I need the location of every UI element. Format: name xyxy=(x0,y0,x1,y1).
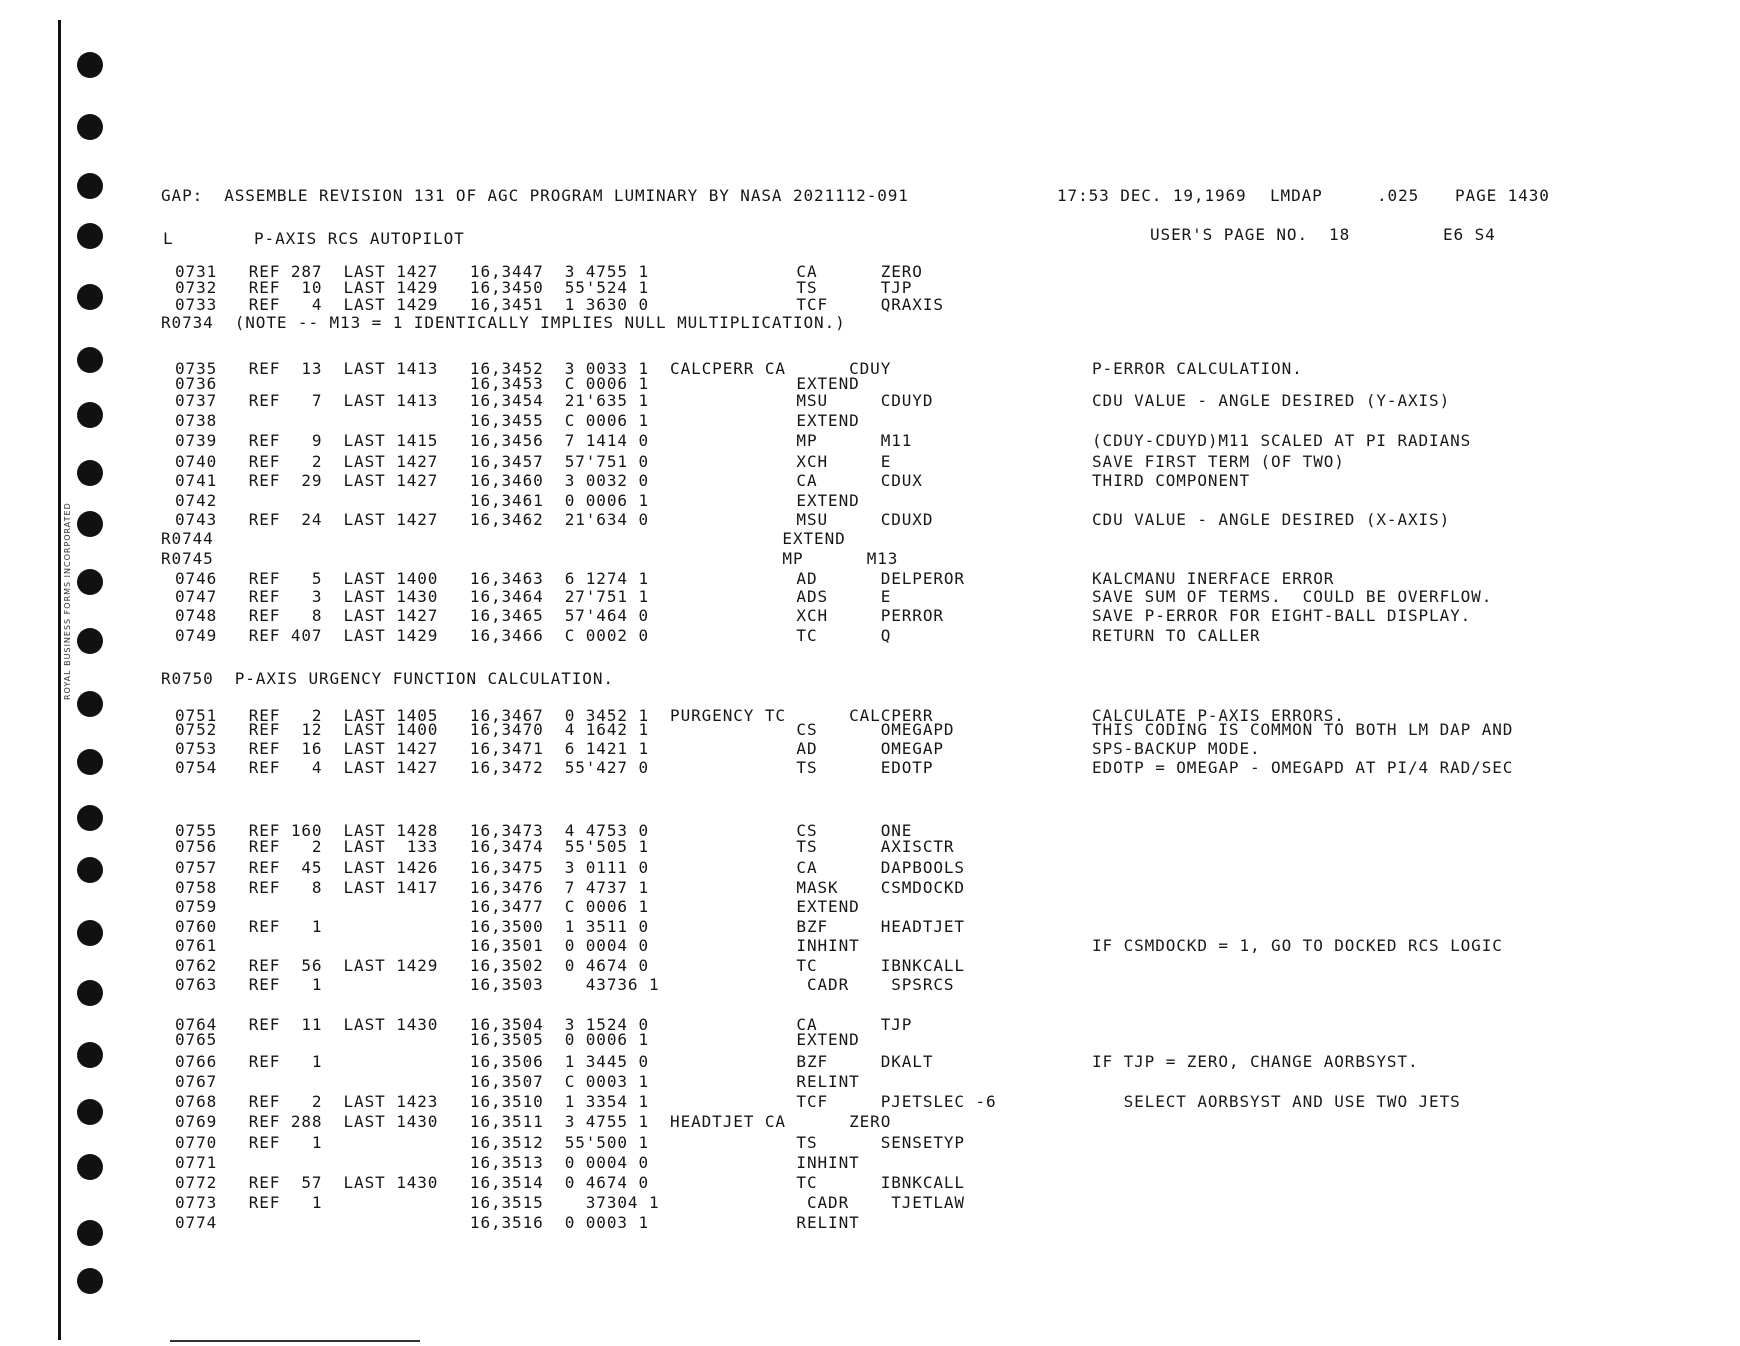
listing-line: 0731 REF 287 LAST 1427 16,3447 3 4755 1 CA ZERO xyxy=(175,262,923,281)
listing-line: R0745 MP M13 xyxy=(161,549,899,568)
listing-line: 0763 REF 1 16,3503 43736 1 CADR SPSRCS xyxy=(175,975,955,994)
listing-line: 0747 REF 3 LAST 1430 16,3464 27'751 1 ADS E xyxy=(175,587,892,606)
punch-hole xyxy=(77,749,103,775)
line-comment: CDU VALUE - ANGLE DESIRED (Y-AXIS) xyxy=(1092,391,1451,410)
line-comment: THIRD COMPONENT xyxy=(1092,471,1250,490)
line-comment: SELECT AORBSYST AND USE TWO JETS xyxy=(1092,1092,1461,1111)
page-number: PAGE 1430 xyxy=(1455,186,1550,205)
listing-line: 0756 REF 2 LAST 133 16,3474 55'505 1 TS AXISCTR xyxy=(175,837,955,856)
listing-line: R0734 (NOTE -- M13 = 1 IDENTICALLY IMPLIES NULL MULTIPLICATION.) xyxy=(161,313,846,332)
punch-hole xyxy=(77,284,103,310)
revision-number: .025 xyxy=(1377,186,1420,205)
punch-hole xyxy=(77,347,103,373)
listing-line: 0746 REF 5 LAST 1400 16,3463 6 1274 1 AD DELPEROR xyxy=(175,569,965,588)
listing-line: R0750 P-AXIS URGENCY FUNCTION CALCULATION. xyxy=(161,669,614,688)
bottom-rule xyxy=(170,1340,420,1342)
page-code: E6 S4 xyxy=(1443,225,1496,244)
listing-line: 0754 REF 4 LAST 1427 16,3472 55'427 0 TS EDOTP xyxy=(175,758,934,777)
punch-hole xyxy=(77,223,103,249)
line-comment: (CDUY-CDUYD)M11 SCALED AT PI RADIANS xyxy=(1092,431,1472,450)
punch-hole xyxy=(77,1042,103,1068)
listing-line: 0771 16,3513 0 0004 0 INHINT xyxy=(175,1153,860,1172)
listing-line: 0767 16,3507 C 0003 1 RELINT xyxy=(175,1072,860,1091)
listing-line: 0764 REF 11 LAST 1430 16,3504 3 1524 0 CA TJP xyxy=(175,1015,913,1034)
listing-line: 0772 REF 57 LAST 1430 16,3514 0 4674 0 TC IBNKCALL xyxy=(175,1173,965,1192)
program-name: LMDAP xyxy=(1270,186,1323,205)
punch-hole xyxy=(77,1099,103,1125)
listing-line: 0760 REF 1 16,3500 1 3511 0 BZF HEADTJET xyxy=(175,917,965,936)
listing-line: 0738 16,3455 C 0006 1 EXTEND xyxy=(175,411,860,430)
punch-hole xyxy=(77,980,103,1006)
line-comment: P-ERROR CALCULATION. xyxy=(1092,359,1303,378)
listing-timestamp: 17:53 DEC. 19,1969 xyxy=(1057,186,1247,205)
line-comment: SAVE P-ERROR FOR EIGHT-BALL DISPLAY. xyxy=(1092,606,1472,625)
listing-line: 0742 16,3461 0 0006 1 EXTEND xyxy=(175,491,860,510)
listing-line: 0751 REF 2 LAST 1405 16,3467 0 3452 1 PURGENCY TC CALCPERR xyxy=(175,706,934,725)
left-border-rule xyxy=(58,20,61,1340)
listing-line: 0758 REF 8 LAST 1417 16,3476 7 4737 1 MASK CSMDOCKD xyxy=(175,878,965,897)
listing-line: 0749 REF 407 LAST 1429 16,3466 C 0002 0 TC Q xyxy=(175,626,892,645)
listing-line: 0755 REF 160 LAST 1428 16,3473 4 4753 0 CS ONE xyxy=(175,821,913,840)
listing-line: 0735 REF 13 LAST 1413 16,3452 3 0033 1 CALCPERR CA CDUY xyxy=(175,359,892,378)
listing-line: 0743 REF 24 LAST 1427 16,3462 21'634 0 MSU CDUXD xyxy=(175,510,934,529)
punch-hole xyxy=(77,569,103,595)
line-comment: IF TJP = ZERO, CHANGE AORBSYST. xyxy=(1092,1052,1419,1071)
listing-line: 0774 16,3516 0 0003 1 RELINT xyxy=(175,1213,860,1232)
listing-line: 0768 REF 2 LAST 1423 16,3510 1 3354 1 TCF PJETSLEC -6 xyxy=(175,1092,997,1111)
line-comment: THIS CODING IS COMMON TO BOTH LM DAP AND xyxy=(1092,720,1514,739)
listing-line: 0732 REF 10 LAST 1429 16,3450 55'524 1 TS TJP xyxy=(175,278,913,297)
punch-hole xyxy=(77,511,103,537)
listing-line: 0752 REF 12 LAST 1400 16,3470 4 1642 1 CS OMEGAPD xyxy=(175,720,955,739)
punch-hole xyxy=(77,628,103,654)
punch-hole xyxy=(77,1268,103,1294)
listing-line: 0757 REF 45 LAST 1426 16,3475 3 0111 0 CA DAPBOOLS xyxy=(175,858,965,877)
listing-title: GAP: ASSEMBLE REVISION 131 OF AGC PROGRAM LUMINARY BY NASA 2021112-091 xyxy=(161,186,909,205)
line-comment: SAVE SUM OF TERMS. COULD BE OVERFLOW. xyxy=(1092,587,1493,606)
form-side-label: ROYAL BUSINESS FORMS INCORPORATED xyxy=(63,502,72,700)
punch-hole xyxy=(77,920,103,946)
line-comment: EDOTP = OMEGAP - OMEGAPD AT PI/4 RAD/SEC xyxy=(1092,758,1514,777)
line-comment: SAVE FIRST TERM (OF TWO) xyxy=(1092,452,1345,471)
listing-line: 0766 REF 1 16,3506 1 3445 0 BZF DKALT xyxy=(175,1052,934,1071)
listing-line: 0733 REF 4 LAST 1429 16,3451 1 3630 0 TCF QRAXIS xyxy=(175,295,944,314)
listing-line: 0741 REF 29 LAST 1427 16,3460 3 0032 0 CA CDUX xyxy=(175,471,923,490)
listing-line: 0761 16,3501 0 0004 0 INHINT xyxy=(175,936,860,955)
punch-hole xyxy=(77,52,103,78)
punch-hole xyxy=(77,114,103,140)
punch-hole xyxy=(77,857,103,883)
listing-line: 0737 REF 7 LAST 1413 16,3454 21'635 1 MSU CDUYD xyxy=(175,391,934,410)
punch-hole xyxy=(77,173,103,199)
line-comment: IF CSMDOCKD = 1, GO TO DOCKED RCS LOGIC xyxy=(1092,936,1503,955)
punch-hole xyxy=(77,1154,103,1180)
listing-line: 0759 16,3477 C 0006 1 EXTEND xyxy=(175,897,860,916)
listing-line: 0765 16,3505 0 0006 1 EXTEND xyxy=(175,1030,860,1049)
listing-line: 0770 REF 1 16,3512 55'500 1 TS SENSETYP xyxy=(175,1133,965,1152)
line-comment: CALCULATE P-AXIS ERRORS. xyxy=(1092,706,1345,725)
users-page-number: USER'S PAGE NO. 18 xyxy=(1150,225,1351,244)
punch-hole xyxy=(77,402,103,428)
punch-hole xyxy=(77,460,103,486)
punch-hole xyxy=(77,691,103,717)
listing-line: 0753 REF 16 LAST 1427 16,3471 6 1421 1 AD OMEGAP xyxy=(175,739,944,758)
listing-line: 0736 16,3453 C 0006 1 EXTEND xyxy=(175,374,860,393)
line-comment: SPS-BACKUP MODE. xyxy=(1092,739,1261,758)
listing-line: R0744 EXTEND xyxy=(161,529,846,548)
listing-line: 0762 REF 56 LAST 1429 16,3502 0 4674 0 TC IBNKCALL xyxy=(175,956,965,975)
listing-line: 0773 REF 1 16,3515 37304 1 CADR TJETLAW xyxy=(175,1193,965,1212)
section-marker: L xyxy=(163,229,174,248)
listing-line: 0748 REF 8 LAST 1427 16,3465 57'464 0 XCH PERROR xyxy=(175,606,944,625)
section-title: P-AXIS RCS AUTOPILOT xyxy=(254,229,465,248)
listing-line: 0739 REF 9 LAST 1415 16,3456 7 1414 0 MP M11 xyxy=(175,431,913,450)
punch-hole xyxy=(77,1220,103,1246)
listing-line: 0769 REF 288 LAST 1430 16,3511 3 4755 1 HEADTJET CA ZERO xyxy=(175,1112,892,1131)
line-comment: RETURN TO CALLER xyxy=(1092,626,1261,645)
punch-hole xyxy=(77,805,103,831)
listing-line: 0740 REF 2 LAST 1427 16,3457 57'751 0 XCH E xyxy=(175,452,892,471)
line-comment: KALCMANU INERFACE ERROR xyxy=(1092,569,1335,588)
line-comment: CDU VALUE - ANGLE DESIRED (X-AXIS) xyxy=(1092,510,1451,529)
